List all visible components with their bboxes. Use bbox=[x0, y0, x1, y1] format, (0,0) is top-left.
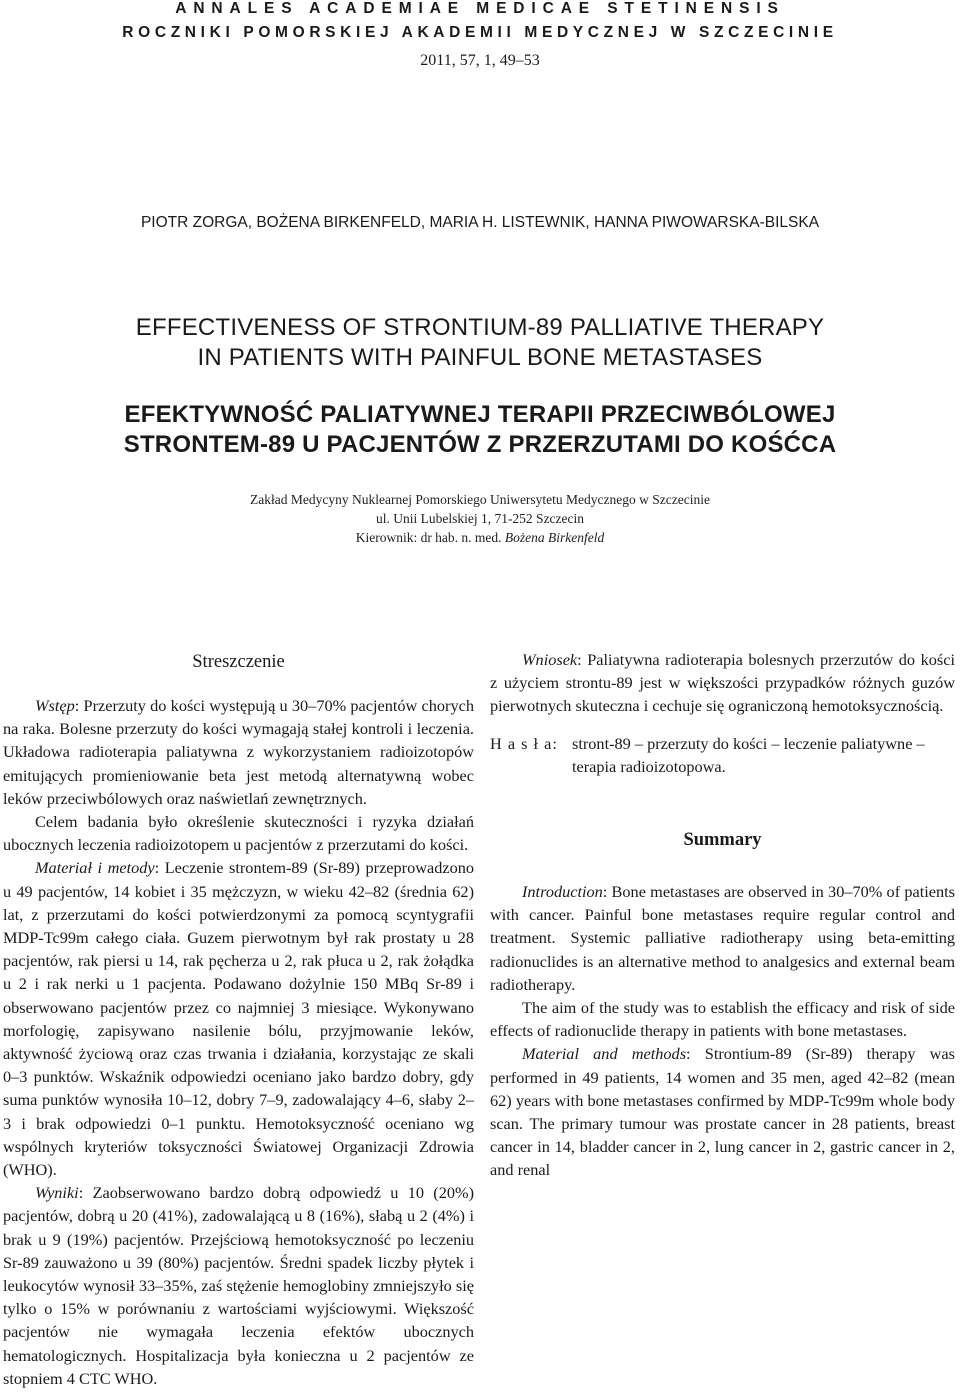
wyniki-label: Wyniki bbox=[35, 1183, 79, 1203]
wstep-label: Wstęp bbox=[35, 696, 75, 715]
keywords-text: stront-89 – przerzuty do kości – leczenie paliatywne – terapia radioizotopowa. bbox=[572, 733, 925, 776]
title-english-line-2: IN PATIENTS WITH PAINFUL BONE METASTASES bbox=[197, 344, 763, 371]
wyniki-paragraph bbox=[3, 1181, 474, 1390]
methods-label: Material and methods bbox=[522, 1044, 687, 1064]
keywords-label: H a s ł a: bbox=[490, 733, 558, 753]
wstep-text: : Przerzuty do kości występują u 30–70% pacjentów chorych na raka. Bolesne przerzuty do kości wymagają stałej kontroli i leczenia. Układowa radioterapia paliatywna z wykorzystaniem radioizotopów emitujących promieniowanie beta jest metodą alternatywną wobec leków przeciwbólowych oraz naświetlań zewnętrznych. bbox=[3, 696, 474, 808]
keywords bbox=[490, 732, 955, 778]
affiliation-department: Zakład Medycyny Nuklearnej Pomorskiego Uniwersytetu Medycznego w Szczecinie bbox=[250, 492, 710, 507]
introduction-paragraph bbox=[490, 880, 955, 996]
material-label: Materiał i metody bbox=[35, 858, 155, 878]
citation: 2011, 57, 1, 49–53 bbox=[420, 52, 540, 69]
material-text: : Leczenie strontem-89 (Sr-89) przeprowadzono u 49 pacjentów, 14 kobiet i 35 mężczyzn, w wieku 42–82 (średnia 62) lat, z przerzutami do kości potwierdzonymi za pomocą scyntygrafii MDP-Tc99m całego ciała. Guzem pierwotnym był rak prostaty u 28 pacjentów, rak piersi u 14, rak pęcherza u 2, rak płuca u 2, rak żołądka u 2 i rak nerki u 1 pacjenta. Podawano dożylnie 150 MBq Sr-89 i obserwowano pacjentów przez co najmniej 3 miesiące. Wykonywano morfologię, zapisywano nasilenie bólu, przyjmowanie leków, aktywność życiową oraz czas trwania i działania, korzystając ze skali 0–3 punktów. Wskaźnik odpowiedzi oceniano jako bardzo dobry, gdy suma punktów wynosiła 10–12, dobry 7–9, zadowalający 4–6, słaby 2–3 i brak odpowiedzi 0–1 punktu. Hemotoksyczność oceniano wg wspólnych kryteriów toksyczności Światowej Organizacji Zdrowia (WHO). bbox=[3, 858, 475, 1180]
wniosek-text: : Paliatywna radioterapia bolesnych przerzutów do kości z użyciem strontu-89 jest w większości przypadków różnych guzów pierwotnych skuteczna i cechuje się ograniczoną hemotoksycznością. bbox=[490, 650, 955, 716]
title-polish bbox=[0, 400, 960, 460]
methods-paragraph bbox=[490, 1042, 955, 1181]
affiliation-head-prefix: Kierownik: dr hab. n. med. bbox=[355, 530, 505, 545]
wniosek-paragraph-visible bbox=[490, 648, 955, 718]
column-right bbox=[490, 648, 955, 1182]
column-left bbox=[3, 648, 474, 1390]
cel-paragraph: Celem badania było określenie skuteczności i ryzyka działań ubocznych leczenia radioizotopem u pacjentów z przerzutami do kości. bbox=[3, 812, 474, 855]
streszczenie-heading: Streszczenie bbox=[192, 652, 285, 672]
title-english-line-1: EFFECTIVENESS OF STRONTIUM-89 PALLIATIVE THERAPY bbox=[135, 314, 825, 341]
introduction-label: Introduction bbox=[522, 882, 603, 902]
journal-title-polish: ROCZNIKI POMORSKIEJ AKADEMII MEDYCZNEJ W SZCZECINIE bbox=[122, 24, 838, 41]
summary-heading: Summary bbox=[683, 830, 762, 851]
wniosek-label: Wniosek bbox=[522, 650, 578, 669]
affiliation-head-name: Bożena Birkenfeld bbox=[504, 530, 605, 545]
affiliation-head bbox=[0, 528, 960, 547]
material-paragraph bbox=[3, 856, 474, 1181]
methods-text: : Strontium-89 (Sr-89) therapy was performed in 49 patients, 14 women and 35 men, aged 42–82 (mean 62) years with bone metastases confirmed by MDP-Tc99m whole body scan. The primary tumour was prostate cancer in 28 patients, breast cancer in 14, bladder cancer in 2, lung cancer in 2, gastric cancer in 2, and renal bbox=[490, 1044, 955, 1180]
title-polish-line-1: EFEKTYWNOŚĆ PALIATYWNEJ TERAPII PRZECIWBÓLOWEJ bbox=[124, 401, 836, 428]
introduction-text: : Bone metastases are observed in 30–70% of patients with cancer. Painful bone metastases require regular control and treatment. Systemic palliative radiotherapy using beta-emitting radionuclides is an alternative method to analgesics and external beam radiotherapy. bbox=[490, 882, 955, 994]
affiliation bbox=[0, 490, 960, 547]
authors: PIOTR ZORGA, BOŻENA BIRKENFELD, MARIA H. LISTEWNIK, HANNA PIWOWARSKA-BILSKA bbox=[140, 214, 820, 231]
wyniki-text: : Zaobserwowano bardzo dobrą odpowiedź u 10 (20%) pacjentów, dobrą u 20 (41%), zadowalającą u 8 (16%), słabą u 2 (4%) i brak u 9 (19%) pacjentów. Przejściową hemotoksyczność po leczeniu Sr-89 zauważono u 39 (80%) pacjentów. Średni spadek liczby płytek i leukocytów wynosił 33–35%, zaś stężenie hemoglobiny zmniejszyło się tylko o 15% w porównaniu z wartościami wyjściowymi. Większość pacjentów nie wymagała leczenia efektów ubocznych hematologicznych. Hospitalizacja była konieczna u 2 pacjentów ze stopniem 4 CTC WHO. bbox=[3, 1183, 474, 1388]
aim-paragraph: The aim of the study was to establish the efficacy and risk of side effects of radionuclide therapy in patients with bone metastases. bbox=[490, 998, 955, 1041]
title-english bbox=[0, 313, 960, 373]
title-polish-line-2: STRONTEM-89 U PACJENTÓW Z PRZERZUTAMI DO KOŚĆCA bbox=[123, 431, 837, 458]
wstep-paragraph bbox=[3, 694, 474, 810]
affiliation-address: ul. Unii Lubelskiej 1, 71-252 Szczecin bbox=[375, 511, 585, 526]
journal-title-latin: ANNALES ACADEMIAE MEDICAE STETINENSIS bbox=[175, 0, 785, 17]
